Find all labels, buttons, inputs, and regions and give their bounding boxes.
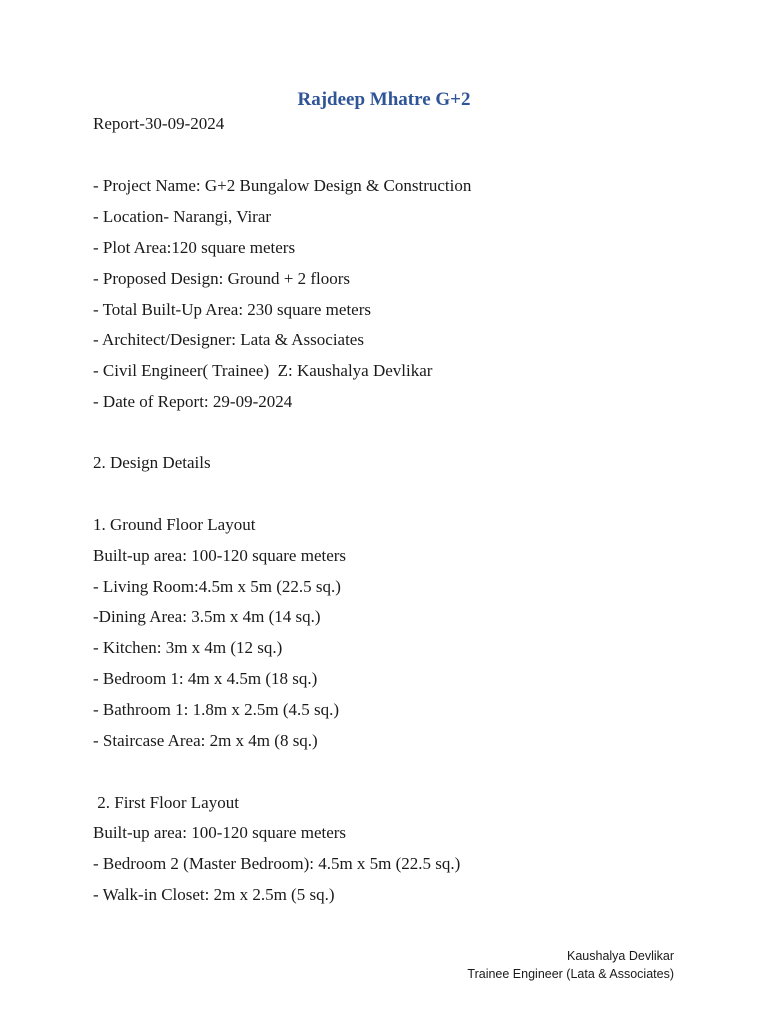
project-info-item: - Location- Narangi, Virar	[93, 207, 272, 226]
report-date-line: Report-30-09-2024	[93, 114, 225, 133]
project-info-item: - Plot Area:120 square meters	[93, 238, 296, 257]
footer-role: Trainee Engineer (Lata & Associates)	[467, 967, 674, 981]
document-title: Rajdeep Mhatre G+2	[297, 89, 471, 110]
ground-floor-room: - Staircase Area: 2m x 4m (8 sq.)	[93, 731, 318, 750]
first-floor-built-up: Built-up area: 100-120 square meters	[93, 823, 347, 842]
project-info-item: - Proposed Design: Ground + 2 floors	[93, 269, 351, 288]
first-floor-room: - Walk-in Closet: 2m x 2.5m (5 sq.)	[93, 885, 335, 904]
ground-floor-room: - Kitchen: 3m x 4m (12 sq.)	[93, 638, 283, 657]
ground-floor-heading: 1. Ground Floor Layout	[93, 515, 256, 534]
ground-floor-built-up: Built-up area: 100-120 square meters	[93, 546, 347, 565]
project-info-item: - Architect/Designer: Lata & Associates	[93, 330, 364, 349]
design-details-heading: 2. Design Details	[93, 453, 211, 472]
footer-name: Kaushalya Devlikar	[567, 949, 674, 963]
ground-floor-room: - Bathroom 1: 1.8m x 2.5m (4.5 sq.)	[93, 700, 340, 719]
first-floor-room: - Bedroom 2 (Master Bedroom): 4.5m x 5m (22.5 sq.)	[93, 854, 461, 873]
ground-floor-room: -Dining Area: 3.5m x 4m (14 sq.)	[93, 607, 321, 626]
project-info-item: - Project Name: G+2 Bungalow Design & Construction	[93, 176, 472, 195]
first-floor-heading: 2. First Floor Layout	[93, 793, 239, 812]
project-info-item: - Total Built-Up Area: 230 square meters	[93, 300, 371, 319]
ground-floor-room: - Bedroom 1: 4m x 4.5m (18 sq.)	[93, 669, 318, 688]
project-info-item: - Date of Report: 29-09-2024	[93, 392, 293, 411]
ground-floor-room: - Living Room:4.5m x 5m (22.5 sq.)	[93, 577, 341, 596]
project-info-item: - Civil Engineer( Trainee) Z: Kaushalya Devlikar	[93, 361, 433, 380]
